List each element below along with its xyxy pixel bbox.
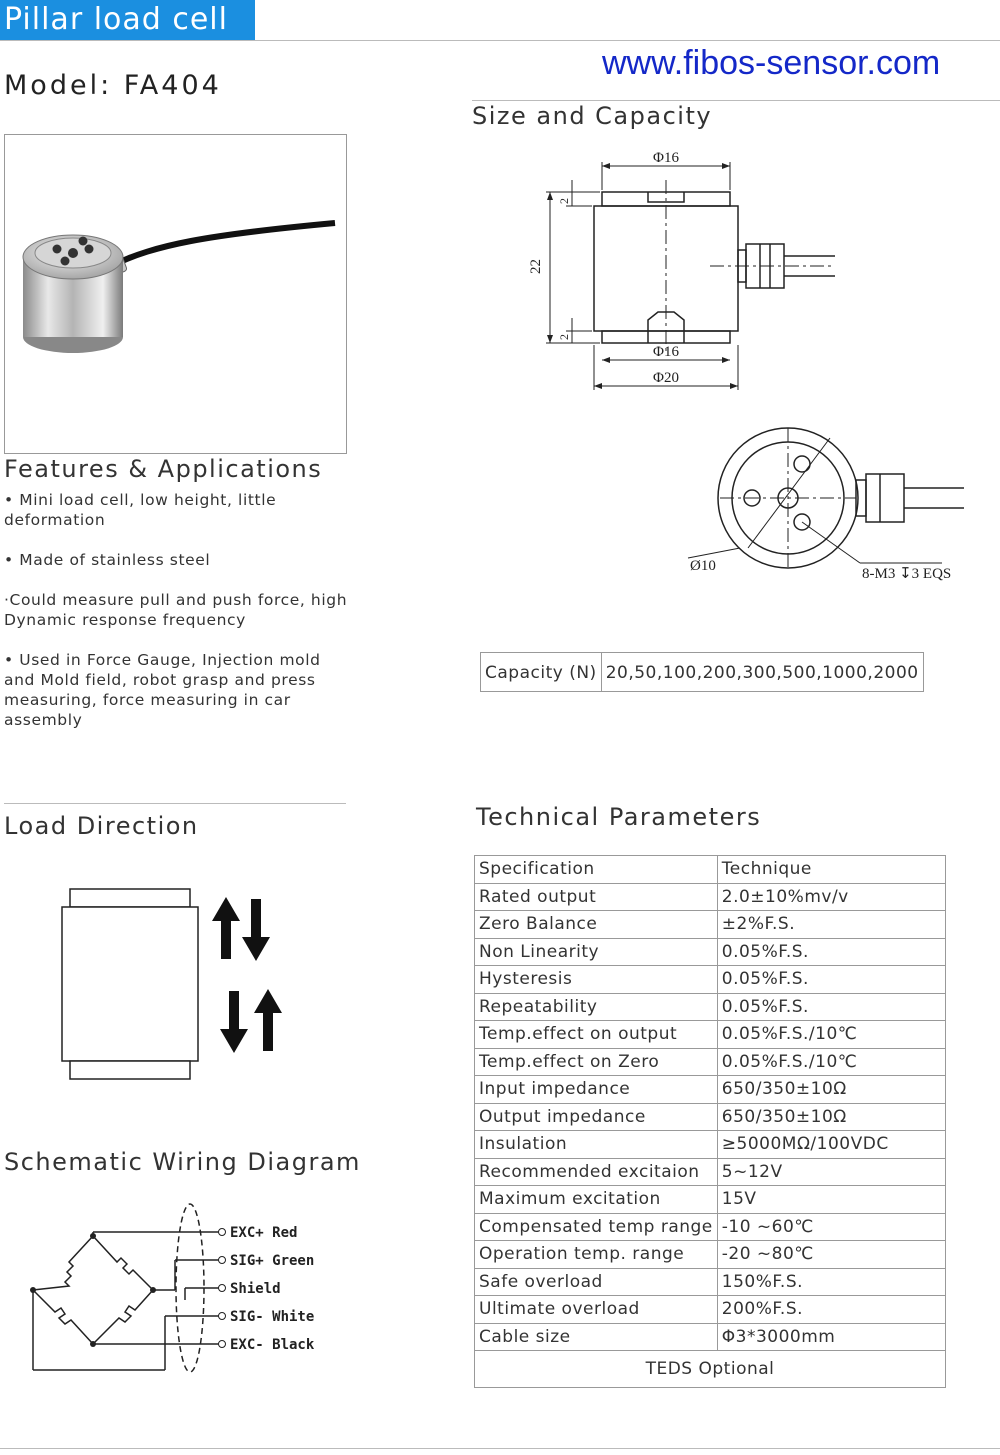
feature-item: • Mini load cell, low height, little deformation — [4, 491, 277, 529]
tech-row — [475, 1048, 946, 1076]
tech-row — [475, 938, 946, 966]
tech-param-value: 15V — [717, 1186, 945, 1214]
website-link[interactable]: www.fibos-sensor.com — [602, 44, 941, 82]
arrow-down-icon — [220, 991, 248, 1053]
dim-center-hole: Ø10 — [690, 558, 716, 574]
arrow-down-icon — [242, 899, 270, 961]
tech-param-name: Recommended excitaion — [475, 1158, 718, 1186]
tech-row — [475, 856, 946, 884]
top-view-drawing — [680, 418, 970, 588]
tech-param-value: Φ3*3000mm — [717, 1323, 945, 1351]
wiring-diagram — [25, 1200, 345, 1380]
tech-param-value: 0.05%F.S. — [717, 993, 945, 1021]
tech-row — [475, 1323, 946, 1351]
capacity-table — [480, 652, 924, 692]
dim-top-diameter: Φ16 — [653, 150, 679, 166]
section-wiring: Schematic Wiring Diagram — [4, 1148, 361, 1176]
load-direction-diagram — [60, 885, 300, 1085]
tech-param-name: Safe overload — [475, 1268, 718, 1296]
tech-row — [475, 1296, 946, 1324]
tech-row — [475, 1158, 946, 1186]
tech-row — [475, 883, 946, 911]
tech-row — [475, 1076, 946, 1104]
tech-param-name: Operation temp. range — [475, 1241, 718, 1269]
dim-bottom-step: 2 — [557, 334, 571, 340]
category-title: Pillar load cell — [0, 0, 255, 40]
tech-param-name: Temp.effect on output — [475, 1021, 718, 1049]
arrow-icons — [212, 897, 282, 1053]
tech-param-value: 0.05%F.S. — [717, 938, 945, 966]
tech-param-name: Non Linearity — [475, 938, 718, 966]
tech-param-name: Output impedance — [475, 1103, 718, 1131]
wire-label-exc-plus: EXC+ Red — [230, 1225, 298, 1241]
header-divider — [0, 40, 1000, 41]
load-divider — [4, 803, 346, 804]
tech-params-table — [474, 855, 946, 1388]
tech-param-value: 5~12V — [717, 1158, 945, 1186]
tech-param-name: Hysteresis — [475, 966, 718, 994]
tech-param-name: Maximum excitation — [475, 1186, 718, 1214]
tech-row-teds — [475, 1351, 946, 1388]
tech-row — [475, 993, 946, 1021]
tech-param-name: Rated output — [475, 883, 718, 911]
side-view-drawing — [520, 140, 850, 405]
capacity-values: 20,50,100,200,300,500,1000,2000 — [601, 653, 923, 692]
dim-height: 22 — [528, 259, 544, 274]
arrow-up-icon — [254, 989, 282, 1051]
tech-param-value: 0.05%F.S./10℃ — [717, 1048, 945, 1076]
wire-label-sig-plus: SIG+ Green — [230, 1253, 315, 1269]
section-features: Features & Applications — [4, 455, 323, 483]
section-load-direction: Load Direction — [4, 812, 199, 840]
dim-thread: 8-M3 ↧3 EQS — [862, 566, 952, 582]
tech-row — [475, 1103, 946, 1131]
tech-param-value: 0.05%F.S. — [717, 966, 945, 994]
tech-param-name: Compensated temp range — [475, 1213, 718, 1241]
right-divider — [472, 100, 1000, 101]
arrow-up-icon — [212, 897, 240, 959]
teds-note: TEDS Optional — [475, 1351, 946, 1388]
tech-row — [475, 1021, 946, 1049]
feature-item: ·Could measure pull and push force, high Dynamic response frequency — [4, 591, 348, 629]
product-photo — [4, 134, 347, 454]
tech-param-name: Repeatability — [475, 993, 718, 1021]
dim-base-diameter: Φ20 — [653, 370, 679, 386]
tech-row — [475, 1131, 946, 1159]
dim-bottom-diameter: Φ16 — [653, 344, 679, 360]
section-technical: Technical Parameters — [476, 803, 762, 831]
features-list — [4, 490, 349, 750]
feature-item: • Made of stainless steel — [4, 551, 211, 569]
feature-item: • Used in Force Gauge, Injection mold and Mold field, robot grasp and press measuring, force measuring in car assembly — [4, 651, 321, 729]
tech-row — [475, 911, 946, 939]
tech-row — [475, 966, 946, 994]
tech-param-value: ±2%F.S. — [717, 911, 945, 939]
tech-param-name: Temp.effect on Zero — [475, 1048, 718, 1076]
dim-top-step: 2 — [557, 198, 571, 204]
tech-param-value: 0.05%F.S./10℃ — [717, 1021, 945, 1049]
tech-param-name: Cable size — [475, 1323, 718, 1351]
footer-divider — [0, 1448, 1000, 1449]
tech-row — [475, 1186, 946, 1214]
wire-label-sig-minus: SIG- White — [230, 1309, 315, 1325]
tech-param-name: Zero Balance — [475, 911, 718, 939]
tech-param-name: Ultimate overload — [475, 1296, 718, 1324]
tech-row — [475, 1241, 946, 1269]
tech-param-value: 650/350±10Ω — [717, 1076, 945, 1104]
tech-param-value: ≥5000MΩ/100VDC — [717, 1131, 945, 1159]
tech-row — [475, 1268, 946, 1296]
capacity-label: Capacity (N) — [481, 653, 602, 692]
section-size-capacity: Size and Capacity — [472, 102, 713, 130]
tech-param-value: 650/350±10Ω — [717, 1103, 945, 1131]
tech-param-value: 150%F.S. — [717, 1268, 945, 1296]
wire-label-exc-minus: EXC- Black — [230, 1337, 315, 1353]
tech-param-name: Specification — [475, 856, 718, 884]
tech-param-value: 200%F.S. — [717, 1296, 945, 1324]
tech-row — [475, 1213, 946, 1241]
tech-param-value: Technique — [717, 856, 945, 884]
tech-param-name: Insulation — [475, 1131, 718, 1159]
tech-param-value: -10 ~60℃ — [717, 1213, 945, 1241]
tech-param-name: Input impedance — [475, 1076, 718, 1104]
tech-param-value: 2.0±10%mv/v — [717, 883, 945, 911]
model-name: Model: FA404 — [4, 70, 222, 101]
wire-label-shield: Shield — [230, 1281, 281, 1297]
tech-param-value: -20 ~80℃ — [717, 1241, 945, 1269]
